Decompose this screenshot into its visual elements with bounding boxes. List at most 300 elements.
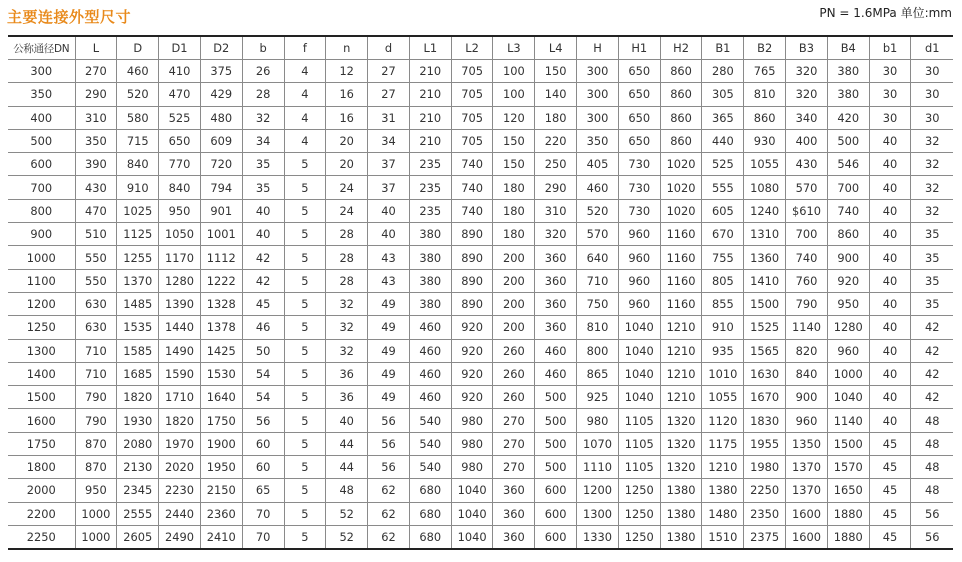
table-cell: 1900 (200, 432, 242, 455)
table-row (8, 432, 953, 455)
table-row (8, 479, 953, 502)
table-cell: 30 (869, 106, 911, 129)
table-cell: 1055 (702, 386, 744, 409)
table-cell: 12 (326, 60, 368, 83)
table-cell: $610 (786, 199, 828, 222)
table-row (8, 176, 953, 199)
table-cell: 42 (911, 386, 953, 409)
table-cell: 42 (242, 246, 284, 269)
table-cell: 910 (117, 176, 159, 199)
table-cell: 375 (200, 60, 242, 83)
table-cell: 1100 (8, 269, 75, 292)
table-cell: 1250 (618, 525, 660, 549)
table-cell: 2250 (744, 479, 786, 502)
table-cell: 1050 (159, 223, 201, 246)
table-cell: 40 (869, 153, 911, 176)
table-cell: 42 (242, 269, 284, 292)
table-cell: 30 (911, 60, 953, 83)
table-cell: 1585 (117, 339, 159, 362)
table-cell: 865 (577, 362, 619, 385)
table-cell: 715 (117, 129, 159, 152)
table-cell: 860 (660, 106, 702, 129)
table-cell: 500 (535, 432, 577, 455)
table-cell: 1480 (702, 502, 744, 525)
table-cell: 310 (75, 106, 117, 129)
table-cell: 5 (284, 176, 326, 199)
table-cell: 56 (368, 432, 410, 455)
table-cell: 1530 (200, 362, 242, 385)
table-cell: 49 (368, 292, 410, 315)
table-cell: 40 (869, 362, 911, 385)
table-cell: 1170 (159, 246, 201, 269)
table-cell: 1750 (8, 432, 75, 455)
table-cell: 710 (75, 339, 117, 362)
table-cell: 2360 (200, 502, 242, 525)
table-cell: 180 (493, 199, 535, 222)
table-cell: 1255 (117, 246, 159, 269)
table-cell: 1210 (702, 456, 744, 479)
table-cell: 1112 (200, 246, 242, 269)
table-cell: 45 (869, 432, 911, 455)
table-row (8, 129, 953, 152)
table-cell: 960 (786, 409, 828, 432)
table-cell: 235 (409, 176, 451, 199)
table-cell: 1590 (159, 362, 201, 385)
table-cell: 200 (493, 269, 535, 292)
table-cell: 1970 (159, 432, 201, 455)
table-cell: 27 (368, 83, 410, 106)
table-cell: 500 (535, 409, 577, 432)
table-cell: 28 (326, 246, 368, 269)
table-cell: 1020 (660, 199, 702, 222)
table-cell: 550 (75, 246, 117, 269)
table-cell: 32 (242, 106, 284, 129)
table-cell: 35 (242, 153, 284, 176)
table-cell: 1320 (660, 409, 702, 432)
table-cell: 430 (75, 176, 117, 199)
column-header: H2 (660, 36, 702, 60)
table-cell: 855 (702, 292, 744, 315)
table-cell: 520 (117, 83, 159, 106)
column-header: D (117, 36, 159, 60)
table-cell: 630 (75, 316, 117, 339)
table-cell: 40 (869, 246, 911, 269)
table-cell: 1210 (660, 316, 702, 339)
table-cell: 56 (911, 502, 953, 525)
table-cell: 910 (702, 316, 744, 339)
table-cell: 1120 (702, 409, 744, 432)
table-cell: 900 (786, 386, 828, 409)
table-cell: 1880 (827, 502, 869, 525)
table-cell: 62 (368, 479, 410, 502)
table-cell: 1440 (159, 316, 201, 339)
table-cell: 1410 (744, 269, 786, 292)
table-cell: 900 (827, 246, 869, 269)
table-cell: 1328 (200, 292, 242, 315)
table-cell: 1040 (618, 316, 660, 339)
table-cell: 250 (535, 153, 577, 176)
table-cell: 1160 (660, 246, 702, 269)
table-cell: 900 (8, 223, 75, 246)
table-cell: 600 (535, 502, 577, 525)
table-cell: 420 (827, 106, 869, 129)
table-cell: 480 (200, 106, 242, 129)
table-row (8, 60, 953, 83)
dimensions-table (8, 35, 953, 550)
table-cell: 1400 (8, 362, 75, 385)
table-cell: 1020 (660, 176, 702, 199)
table-cell: 540 (409, 432, 451, 455)
table-cell: 700 (8, 176, 75, 199)
table-cell: 1160 (660, 292, 702, 315)
table-cell: 790 (75, 409, 117, 432)
table-cell: 1820 (159, 409, 201, 432)
table-cell: 305 (702, 83, 744, 106)
table-row (8, 153, 953, 176)
table-cell: 120 (493, 106, 535, 129)
table-cell: 5 (284, 479, 326, 502)
table-cell: 680 (409, 502, 451, 525)
table-cell: 520 (577, 199, 619, 222)
table-cell: 32 (911, 199, 953, 222)
table-cell: 980 (451, 432, 493, 455)
table-cell: 925 (577, 386, 619, 409)
table-cell: 500 (535, 456, 577, 479)
column-header: B2 (744, 36, 786, 60)
table-cell: 1950 (200, 456, 242, 479)
table-cell: 40 (326, 409, 368, 432)
table-cell: 320 (535, 223, 577, 246)
table-cell: 150 (493, 129, 535, 152)
table-row (8, 106, 953, 129)
table-cell: 630 (75, 292, 117, 315)
table-cell: 60 (242, 432, 284, 455)
column-header: L1 (409, 36, 451, 60)
table-cell: 860 (660, 83, 702, 106)
table-cell: 460 (409, 386, 451, 409)
table-cell: 1600 (786, 525, 828, 549)
table-cell: 360 (493, 479, 535, 502)
table-row (8, 316, 953, 339)
table-cell: 36 (326, 386, 368, 409)
table-cell: 920 (451, 386, 493, 409)
table-cell: 380 (409, 246, 451, 269)
table-cell: 30 (869, 83, 911, 106)
table-cell: 555 (702, 176, 744, 199)
table-cell: 35 (911, 223, 953, 246)
table-cell: 1000 (827, 362, 869, 385)
table-cell: 750 (577, 292, 619, 315)
table-cell: 790 (786, 292, 828, 315)
table-cell: 890 (451, 292, 493, 315)
table-cell: 1140 (786, 316, 828, 339)
table-cell: 600 (8, 153, 75, 176)
table-cell: 1160 (660, 223, 702, 246)
table-cell: 380 (409, 292, 451, 315)
table-cell: 790 (75, 386, 117, 409)
table-cell: 20 (326, 129, 368, 152)
table-row (8, 525, 953, 549)
table-cell: 260 (493, 386, 535, 409)
table-cell: 56 (368, 456, 410, 479)
table-cell: 840 (117, 153, 159, 176)
table-cell: 26 (242, 60, 284, 83)
table-cell: 500 (8, 129, 75, 152)
table-cell: 5 (284, 525, 326, 549)
table-cell: 310 (535, 199, 577, 222)
table-cell: 49 (368, 386, 410, 409)
table-cell: 28 (242, 83, 284, 106)
table-cell: 35 (242, 176, 284, 199)
table-cell: 470 (159, 83, 201, 106)
table-cell: 5 (284, 432, 326, 455)
table-cell: 2350 (744, 502, 786, 525)
table-cell: 5 (284, 409, 326, 432)
table-cell: 740 (451, 199, 493, 222)
table-cell: 546 (827, 153, 869, 176)
table-cell: 150 (493, 153, 535, 176)
table-cell: 40 (242, 223, 284, 246)
table-cell: 1125 (117, 223, 159, 246)
table-row (8, 386, 953, 409)
table-cell: 43 (368, 269, 410, 292)
table-cell: 980 (577, 409, 619, 432)
table-cell: 35 (911, 246, 953, 269)
table-cell: 45 (869, 456, 911, 479)
table-cell: 935 (702, 339, 744, 362)
table-cell: 960 (618, 292, 660, 315)
table-cell: 755 (702, 246, 744, 269)
table-body (8, 60, 953, 550)
table-cell: 1370 (786, 479, 828, 502)
table-cell: 45 (869, 479, 911, 502)
column-header: d (368, 36, 410, 60)
table-cell: 48 (911, 456, 953, 479)
table-cell: 1930 (117, 409, 159, 432)
table-cell: 1080 (744, 176, 786, 199)
table-cell: 2375 (744, 525, 786, 549)
table-cell: 42 (911, 316, 953, 339)
table-cell: 1250 (618, 479, 660, 502)
table-cell: 730 (618, 153, 660, 176)
table-cell: 380 (827, 83, 869, 106)
table-cell: 300 (577, 83, 619, 106)
table-cell: 1040 (827, 386, 869, 409)
table-cell: 290 (535, 176, 577, 199)
table-cell: 40 (869, 292, 911, 315)
table-cell: 1280 (827, 316, 869, 339)
table-cell: 500 (535, 386, 577, 409)
table-cell: 960 (618, 269, 660, 292)
table-cell: 1880 (827, 525, 869, 549)
table-cell: 1650 (827, 479, 869, 502)
table-cell: 360 (535, 316, 577, 339)
column-header: D2 (200, 36, 242, 60)
column-header: L2 (451, 36, 493, 60)
table-cell: 1140 (827, 409, 869, 432)
table-cell: 2250 (8, 525, 75, 549)
table-cell: 1175 (702, 432, 744, 455)
table-cell: 1830 (744, 409, 786, 432)
table-cell: 1980 (744, 456, 786, 479)
table-cell: 210 (409, 83, 451, 106)
table-cell: 1200 (8, 292, 75, 315)
table-cell: 62 (368, 502, 410, 525)
table-cell: 800 (577, 339, 619, 362)
table-cell: 1000 (75, 502, 117, 525)
table-cell: 705 (451, 106, 493, 129)
table-cell: 440 (702, 129, 744, 152)
table-cell: 62 (368, 525, 410, 549)
table-cell: 540 (409, 456, 451, 479)
table-cell: 37 (368, 176, 410, 199)
table-cell: 1350 (786, 432, 828, 455)
table-row (8, 362, 953, 385)
table-cell: 650 (618, 83, 660, 106)
table-cell: 180 (493, 223, 535, 246)
table-cell: 300 (8, 60, 75, 83)
table-cell: 740 (451, 176, 493, 199)
table-cell: 2440 (159, 502, 201, 525)
table-cell: 870 (75, 456, 117, 479)
table-cell: 510 (75, 223, 117, 246)
column-header: L4 (535, 36, 577, 60)
table-cell: 700 (827, 176, 869, 199)
table-row (8, 83, 953, 106)
table-cell: 200 (493, 292, 535, 315)
table-cell: 34 (368, 129, 410, 152)
table-cell: 1040 (451, 502, 493, 525)
table-cell: 5 (284, 502, 326, 525)
table-cell: 2080 (117, 432, 159, 455)
table-cell: 350 (577, 129, 619, 152)
table-cell: 100 (493, 60, 535, 83)
table-cell: 1500 (744, 292, 786, 315)
pressure-unit-note: PN = 1.6MPa 单位:mm (819, 6, 952, 20)
table-cell: 890 (451, 223, 493, 246)
table-cell: 32 (911, 176, 953, 199)
table-cell: 16 (326, 106, 368, 129)
table-cell: 2230 (159, 479, 201, 502)
table-cell: 1250 (8, 316, 75, 339)
table-cell: 49 (368, 362, 410, 385)
table-cell: 40 (869, 199, 911, 222)
table-cell: 1565 (744, 339, 786, 362)
table-cell: 40 (869, 269, 911, 292)
table-cell: 770 (159, 153, 201, 176)
table-cell: 40 (869, 339, 911, 362)
table-row (8, 502, 953, 525)
table-cell: 360 (493, 502, 535, 525)
table-cell: 580 (117, 106, 159, 129)
table-cell: 720 (200, 153, 242, 176)
table-cell: 45 (242, 292, 284, 315)
table-cell: 235 (409, 199, 451, 222)
table-cell: 300 (577, 106, 619, 129)
table-cell: 805 (702, 269, 744, 292)
table-cell: 860 (827, 223, 869, 246)
table-cell: 1160 (660, 269, 702, 292)
table-cell: 901 (200, 199, 242, 222)
table-cell: 32 (326, 292, 368, 315)
table-cell: 1370 (117, 269, 159, 292)
column-header: B3 (786, 36, 828, 60)
table-cell: 1250 (618, 502, 660, 525)
table-cell: 1390 (159, 292, 201, 315)
table-cell: 920 (451, 339, 493, 362)
table-cell: 360 (493, 525, 535, 549)
table-cell: 890 (451, 269, 493, 292)
table-cell: 210 (409, 129, 451, 152)
table-cell: 705 (451, 129, 493, 152)
table-cell: 1380 (660, 502, 702, 525)
table-cell: 600 (535, 525, 577, 549)
table-cell: 820 (786, 339, 828, 362)
table-row (8, 269, 953, 292)
table-row (8, 456, 953, 479)
table-cell: 1200 (577, 479, 619, 502)
table-cell: 40 (242, 199, 284, 222)
table-cell: 45 (869, 525, 911, 549)
table-cell: 870 (75, 432, 117, 455)
table-cell: 1210 (660, 386, 702, 409)
table-cell: 1040 (618, 362, 660, 385)
table-row (8, 246, 953, 269)
table-cell: 605 (702, 199, 744, 222)
table-cell: 28 (326, 223, 368, 246)
table-cell: 5 (284, 199, 326, 222)
table-cell: 1040 (451, 479, 493, 502)
table-cell: 1570 (827, 456, 869, 479)
column-header: f (284, 36, 326, 60)
table-cell: 1525 (744, 316, 786, 339)
table-cell: 42 (911, 339, 953, 362)
table-cell: 40 (368, 199, 410, 222)
table-cell: 200 (493, 246, 535, 269)
table-cell: 200 (493, 316, 535, 339)
table-cell: 2130 (117, 456, 159, 479)
table-cell: 680 (409, 525, 451, 549)
table-cell: 350 (8, 83, 75, 106)
table-cell: 210 (409, 60, 451, 83)
table-cell: 960 (827, 339, 869, 362)
table-cell: 460 (409, 339, 451, 362)
table-cell: 360 (535, 246, 577, 269)
table-cell: 1370 (786, 456, 828, 479)
table-cell: 1000 (75, 525, 117, 549)
table-cell: 40 (869, 386, 911, 409)
table-cell: 540 (409, 409, 451, 432)
table-cell: 1025 (117, 199, 159, 222)
table-cell: 800 (8, 199, 75, 222)
table-cell: 40 (869, 129, 911, 152)
table-cell: 2410 (200, 525, 242, 549)
table-cell: 650 (618, 60, 660, 83)
table-cell: 380 (827, 60, 869, 83)
table-cell: 1955 (744, 432, 786, 455)
table-cell: 150 (535, 60, 577, 83)
table-cell: 1040 (618, 386, 660, 409)
table-cell: 1750 (200, 409, 242, 432)
table-cell: 40 (368, 223, 410, 246)
table-cell: 5 (284, 153, 326, 176)
table-cell: 70 (242, 525, 284, 549)
table-cell: 27 (368, 60, 410, 83)
column-header: H1 (618, 36, 660, 60)
table-cell: 5 (284, 456, 326, 479)
table-cell: 16 (326, 83, 368, 106)
table-cell: 840 (786, 362, 828, 385)
